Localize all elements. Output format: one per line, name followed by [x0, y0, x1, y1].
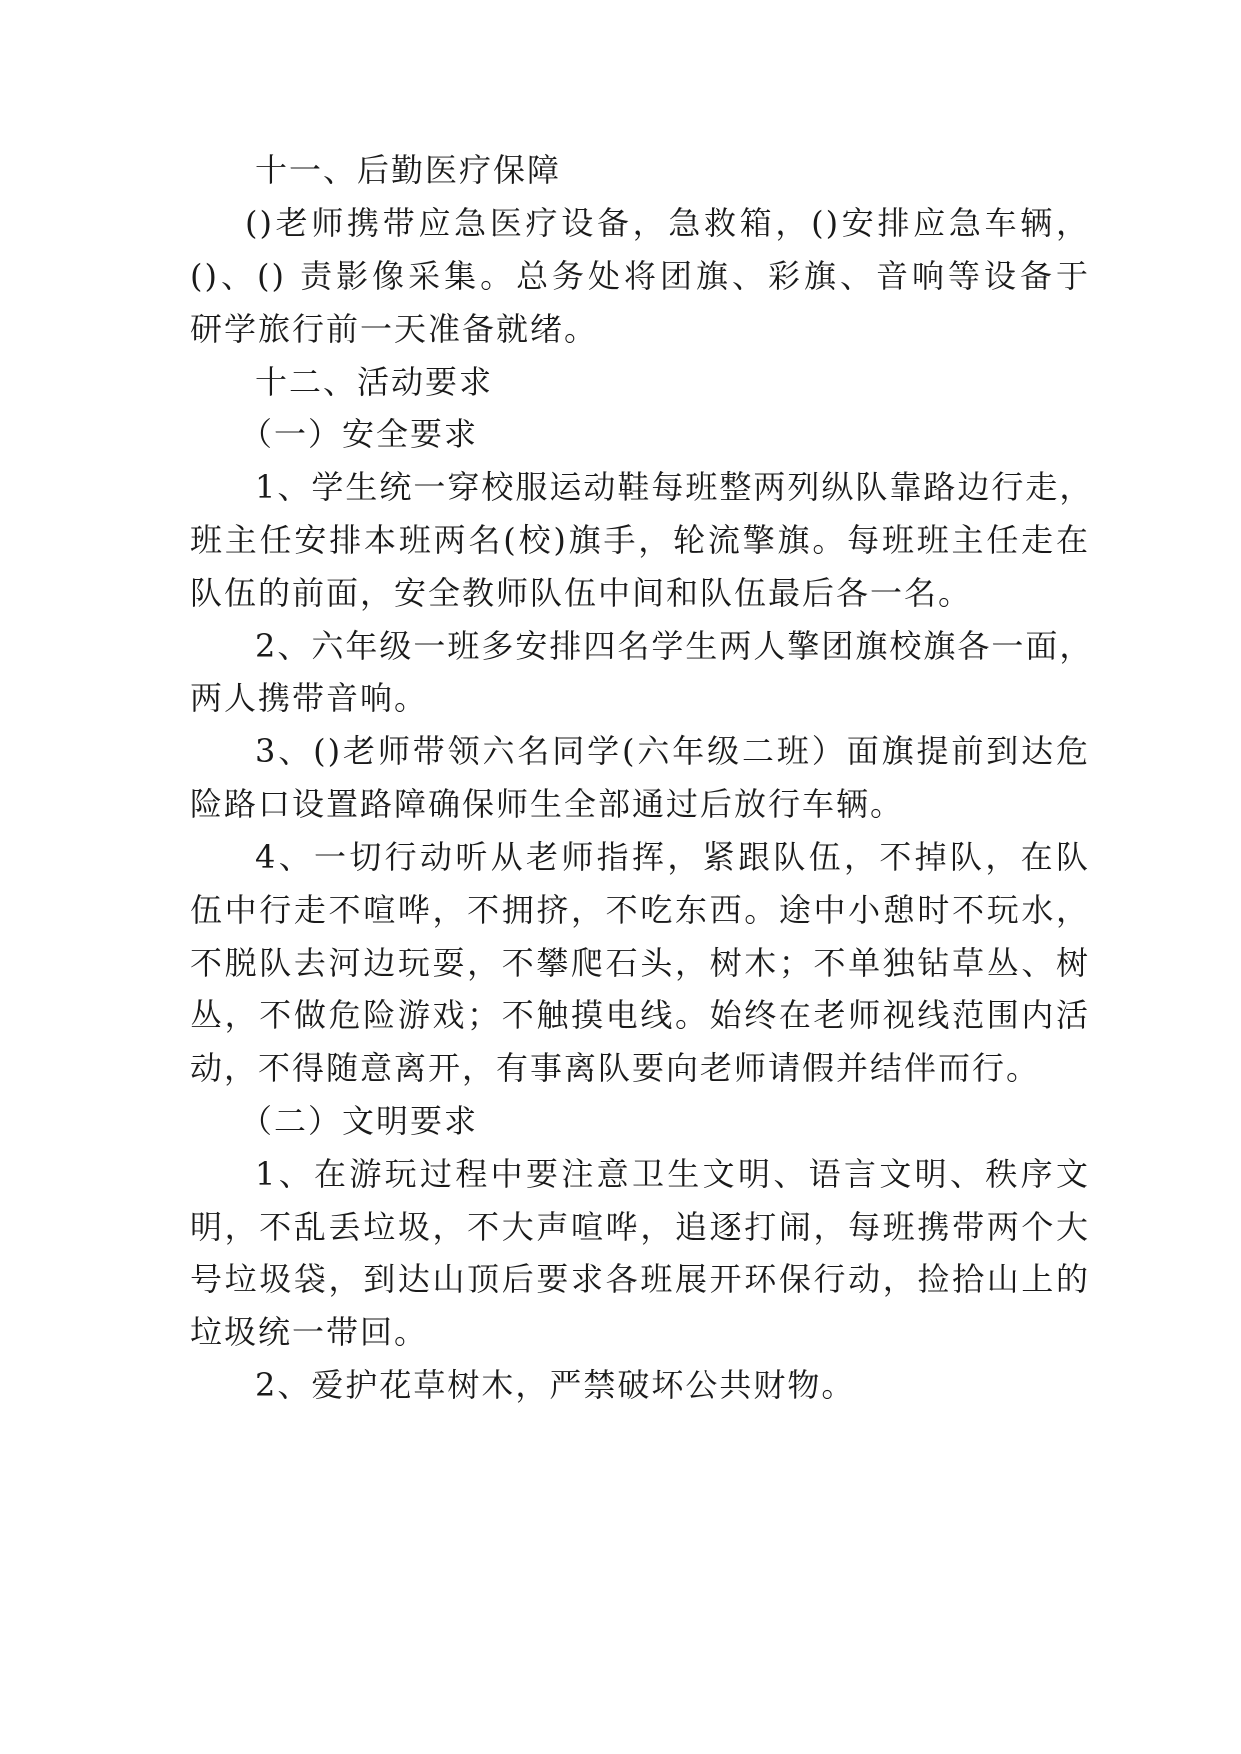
subsection-heading-civility: （二）文明要求: [240, 1102, 479, 1140]
paragraph-line: ()、() 责影像采集。总务处将团旗、彩旗、音响等设备于: [190, 257, 1090, 295]
section-heading-logistics: 十一、后勤医疗保障: [255, 151, 562, 189]
paragraph-line: 不脱队去河边玩耍，不攀爬石头，树木；不单独钻草丛、树: [190, 944, 1090, 982]
paragraph-line: 2、爱护花草树木，严禁破坏公共财物。: [255, 1366, 856, 1404]
paragraph-line: 2、六年级一班多安排四名学生两人擎团旗校旗各一面，: [255, 627, 1094, 665]
paragraph-line: 明，不乱丢垃圾，不大声喧哗，追逐打闹，每班携带两个大: [190, 1208, 1090, 1246]
paragraph-line: 号垃圾袋，到达山顶后要求各班展开环保行动，捡拾山上的: [190, 1260, 1090, 1298]
paragraph-line: 队伍的前面，安全教师队伍中间和队伍最后各一名。: [190, 574, 973, 612]
paragraph-line: 丛，不做危险游戏；不触摸电线。始终在老师视线范围内活: [190, 996, 1090, 1034]
subsection-heading-safety: （一）安全要求: [240, 415, 479, 453]
paragraph-line: 伍中行走不喧哗，不拥挤，不吃东西。途中小憩时不玩水，: [190, 891, 1090, 929]
paragraph-line: 1、在游玩过程中要注意卫生文明、语言文明、秩序文: [255, 1155, 1090, 1193]
section-heading-requirements: 十二、活动要求: [255, 363, 494, 401]
paragraph-line: 垃圾统一带回。: [190, 1313, 429, 1351]
paragraph-line: 班主任安排本班两名(校)旗手，轮流擎旗。每班班主任走在: [190, 521, 1090, 559]
paragraph-line: 研学旅行前一天准备就绪。: [190, 310, 599, 348]
paragraph-line: 4、一切行动听从老师指挥，紧跟队伍，不掉队，在队: [255, 838, 1090, 876]
paragraph-line: 两人携带音响。: [190, 679, 429, 717]
paragraph-line: 1、学生统一穿校服运动鞋每班整两列纵队靠路边行走，: [255, 468, 1094, 506]
paragraph-line: 3、()老师带领六名同学(六年级二班）面旗提前到达危: [255, 732, 1090, 770]
paragraph-line: 险路口设置路障确保师生全部通过后放行车辆。: [190, 785, 905, 823]
paragraph-line: ()老师携带应急医疗设备，急救箱，()安排应急车辆，: [245, 204, 1090, 242]
paragraph-line: 动，不得随意离开，有事离队要向老师请假并结伴而行。: [190, 1049, 1041, 1087]
